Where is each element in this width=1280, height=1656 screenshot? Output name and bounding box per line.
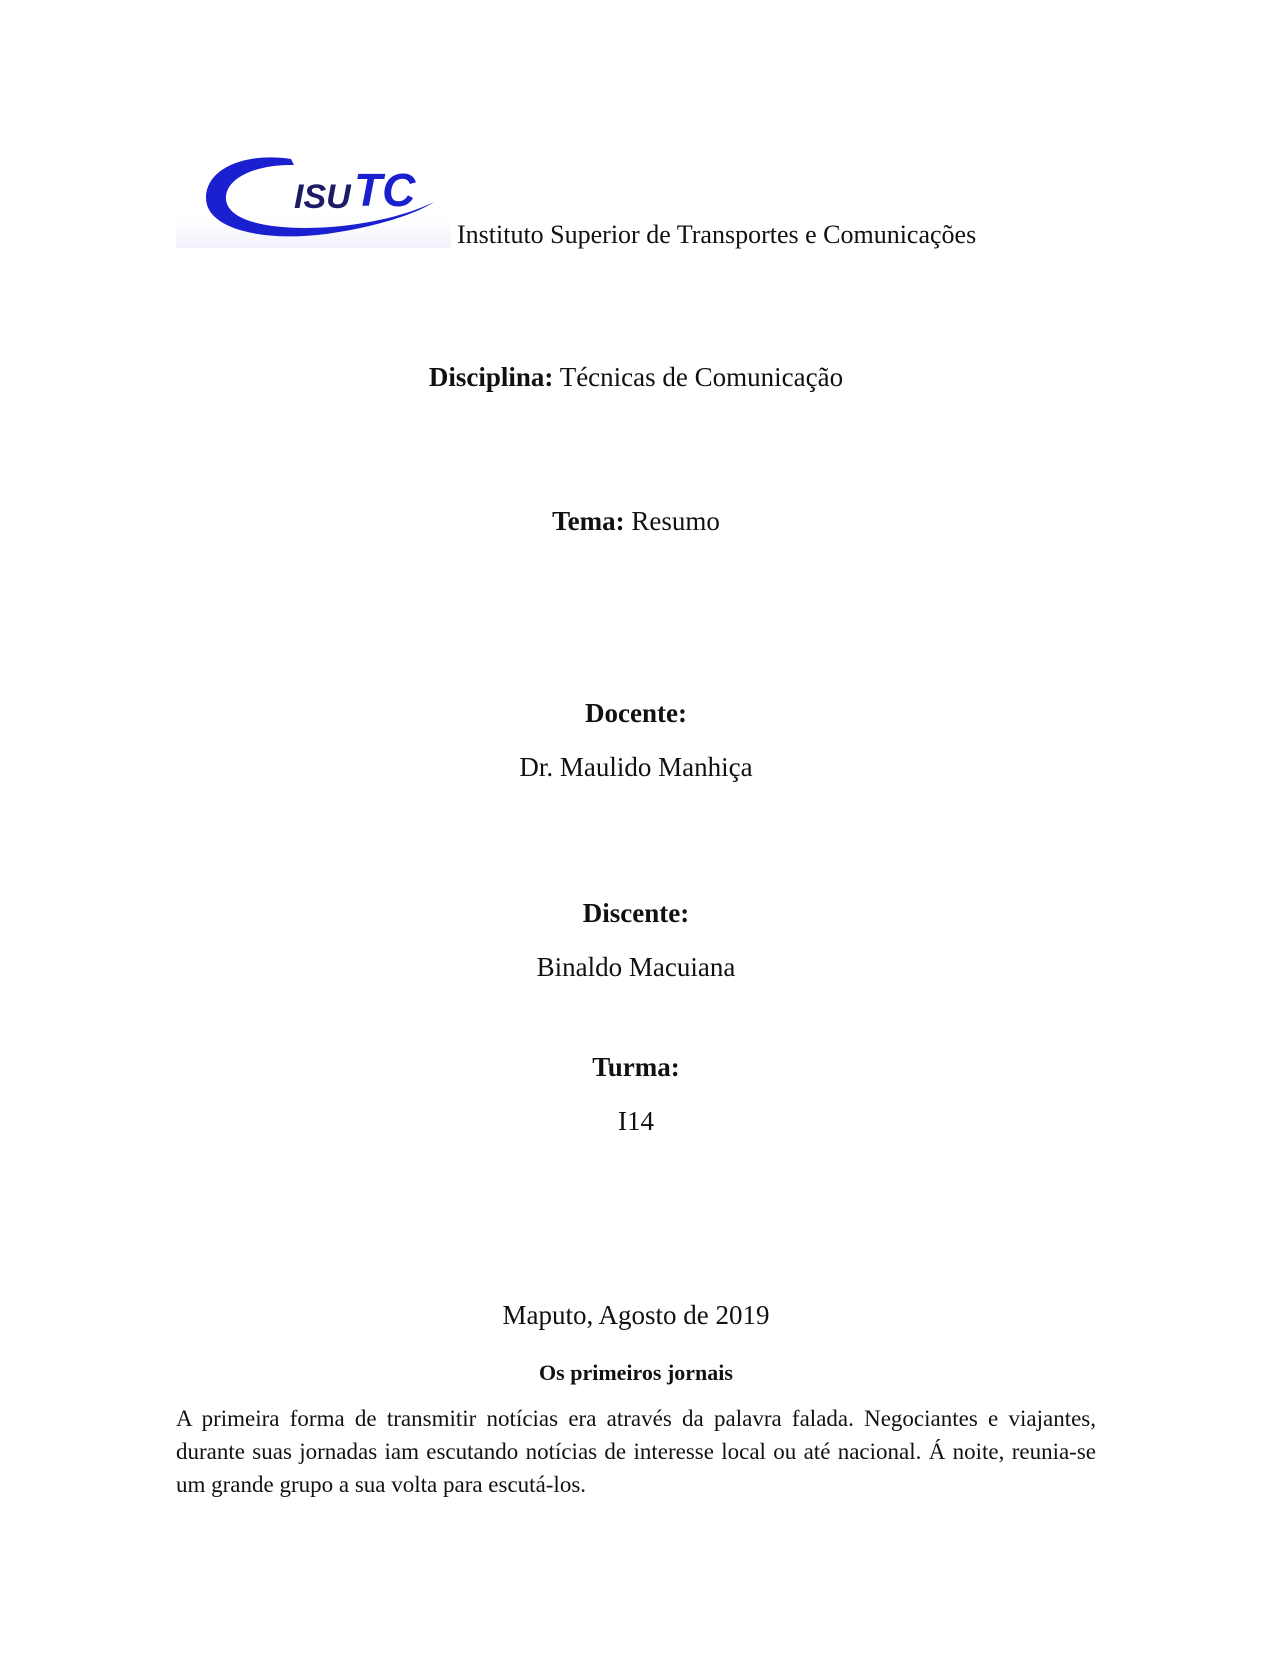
turma-label: Turma: [592,1052,680,1082]
docente-value: Dr. Maulido Manhiça [519,752,753,782]
place-date: Maputo, Agosto de 2019 [502,1300,770,1330]
discente-value: Binaldo Macuiana [536,952,736,982]
logo-isu-text: ISU [294,178,351,216]
disciplina-line [0,362,1272,393]
section-paragraph: A primeira forma de transmitir notícias era através da palavra falada. Negociantes e viajantes, durante suas jornadas iam escutando notícias de interesse local ou até nacional. Á noite, reunia-se um grande grupo a sua volta para escutá-los. [176,1406,1096,1497]
docente-label: Docente: [585,698,687,728]
disciplina-label: Disciplina: [428,362,554,392]
tema-line [0,506,1272,537]
turma-value: I14 [618,1106,654,1136]
tema-label: Tema: [552,506,625,536]
isutc-logo [176,150,451,248]
tema-value: Resumo [631,506,720,536]
institute-name: Instituto Superior de Transportes e Comunicações [457,220,977,249]
section-title: Os primeiros jornais [539,1360,733,1385]
logo-tc-text: TC [354,164,416,216]
discente-label: Discente: [582,898,690,928]
document-header [176,150,1106,250]
disciplina-value: Técnicas de Comunicação [559,362,844,392]
isutc-logo-graphic [176,150,451,248]
